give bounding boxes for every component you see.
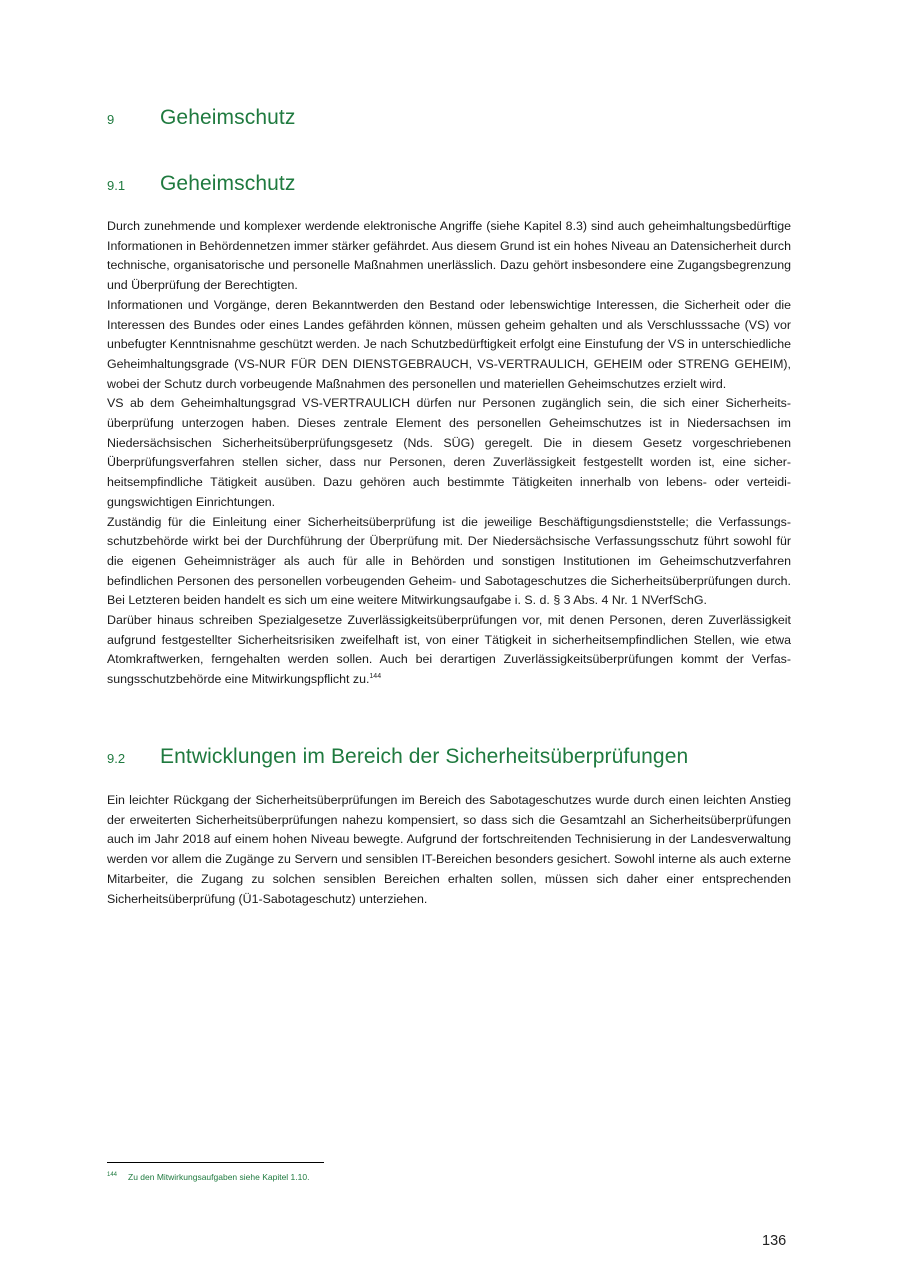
section-heading-9-1: [107, 172, 295, 196]
chapter-heading: [107, 106, 295, 130]
page-number: 136: [762, 1233, 787, 1249]
paragraph: [107, 611, 791, 690]
paragraph: Informationen und Vorgänge, deren Bekanntwerden den Bestand oder lebenswichtige Interessen, die Sicherheit oder die Interessen des Bundes oder eines Landes gefährden können, müssen geheim gehalten und als Verschlusssache (VS) vor unbefugter Kenntnisnahme geschützt werden. Je nach Schutzbedürftigkeit erfolgt eine Einstufung der VS in unterschiedliche Geheimhaltungsgrade (VS-NUR FÜR DEN DIENSTGEBRAUCH, VS-VERTRAULICH, GEHEIM oder STRENG GEHEIM), wobei der Schutz durch vorbeugende Maßnahmen des personellen und materiellen Geheimschutzes erzielt wird.: [107, 297, 791, 391]
footnote: [107, 1172, 309, 1182]
section-heading-9-2: [107, 745, 688, 769]
paragraph: VS ab dem Geheimhaltungsgrad VS-VERTRAULICH dürfen nur Personen zugänglich sein, die sich einer Sicherheitsüberprüfung unterzogen haben. Dieses zentrale Element des personellen Geheimschutzes ist in Niedersachsen im Niedersächsischen Sicherheitsüberprüfungsgesetz (Nds. SÜG) geregelt. Die in diesem Gesetz vorgeschriebenen Überprüfungsverfahren stellen sicher, dass nur Personen, deren Zuverlässigkeit festgestellt worden ist, eine sicherheitsempfindliche Tätigkeit ausüben. Dazu gehören auch bestimmte Tätigkeiten innerhalb von lebens- oder verteidigungswichtigen Einrichtungen.: [107, 396, 791, 509]
section-title: Entwicklungen im Bereich der Sicherheitsüberprüfungen: [160, 745, 689, 768]
section-number: 9.1: [107, 178, 126, 193]
footnote-divider: [107, 1162, 324, 1163]
chapter-title: Geheimschutz: [160, 106, 296, 129]
paragraph: Ein leichter Rückgang der Sicherheitsüberprüfungen im Bereich des Sabotageschutzes wurde durch einen leichten Anstieg der erweiterten Sicherheitsüberprüfungen nahezu kompensiert, so dass sich die Gesamtzahl an Sicherheitsüberprüfungen auch im Jahr 2018 auf einem hohen Niveau bewegte. Aufgrund der fortschreitenden Technisierung in der Landesverwaltung werden vor allem die Zugänge zu Servern und sensiblen IT-Bereichen besonders gesichert. Sowohl interne als auch externe Mitarbeiter, die Zugang zu solchen sensiblen Bereichen erhalten sollen, müssen sich daher einer entsprechenden Sicherheitsüberprüfung (Ü1-Sabotageschutz) unterziehen.: [107, 793, 791, 906]
footnote-number: 144: [107, 1172, 118, 1178]
footnote-reference[interactable]: 144: [369, 673, 382, 681]
footnote-text: Zu den Mitwirkungsaufgaben siehe Kapitel 1.10.: [128, 1172, 310, 1182]
section-title: Geheimschutz: [160, 172, 296, 195]
section-number: 9.2: [107, 751, 126, 766]
chapter-number: 9: [107, 112, 115, 127]
paragraph-text: Darüber hinaus schreiben Spezialgesetze Zuverlässigkeitsüberprüfungen vor, mit denen Personen, deren Zuverlässigkeit aufgrund festgestellter Sicherheitsrisiken zweifelhaft ist, von einer Tätigkeit in sicherheitsempfindlichen Stellen, wie etwa Atomkraftwerken, ferngehalten werden sollen. Auch bei derartigen Zuverlässigkeitsüberprüfungen kommt der Verfassungsschutzbehörde eine Mitwirkungspflicht zu.: [107, 613, 791, 687]
section-9-1-body: [107, 217, 791, 690]
paragraph: Zuständig für die Einleitung einer Sicherheitsüberprüfung ist die jeweilige Beschäftigungsdienststelle; die Verfassungsschutzbehörde wirkt bei der Durchführung der Überprüfung mit. Der Niedersächsische Verfassungsschutz führt sowohl für die eigenen Geheimnisträger als auch für alle in Behörden und sonstigen Institutionen im Geheimschutzverfahren befindlichen Personen des personellen vorbeugenden Geheim- und Sabotageschutzes die Sicherheitsüberprüfungen durch. Bei Letzteren beiden handelt es sich um eine weitere Mitwirkungsaufgabe i. S. d. § 3 Abs. 4 Nr. 1 NVerfSchG.: [107, 514, 791, 608]
paragraph: Durch zunehmende und komplexer werdende elektronische Angriffe (siehe Kapitel 8.3) sind auch geheimhaltungsbedürftige Informationen in Behördennetzen immer stärker gefährdet. Aus diesem Grund ist ein hohes Niveau an Datensicherheit durch technische, organisatorische und personelle Maßnahmen unerlässlich. Dazu gehört insbesondere eine Zugangsbegrenzung und Überprüfung der Berechtigten.: [107, 219, 791, 293]
section-9-2-body: [107, 791, 791, 909]
